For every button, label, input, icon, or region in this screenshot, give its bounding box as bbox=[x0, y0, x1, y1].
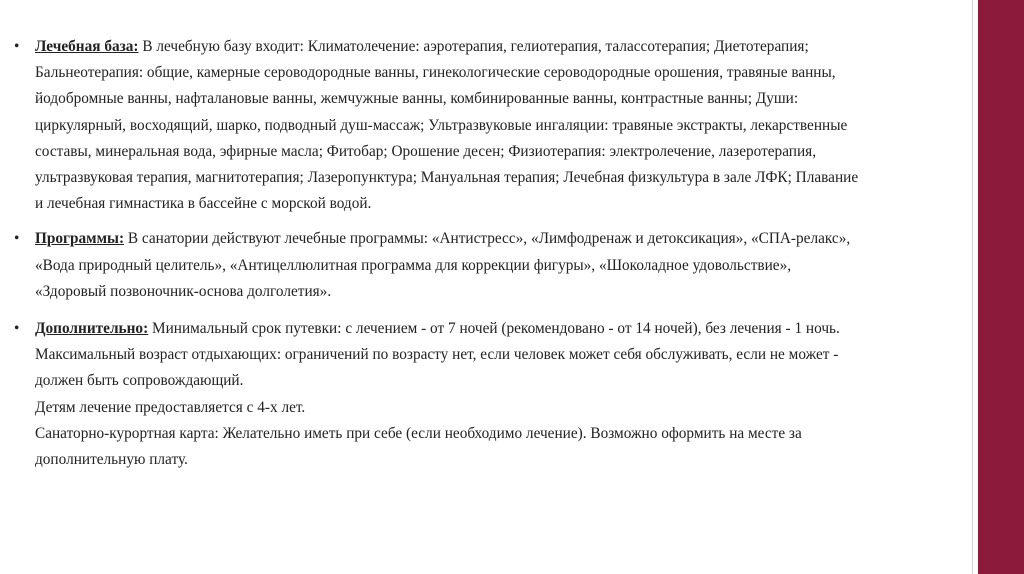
text-line: ультразвуковая терапия, магнитотерапия; Лазеропунктура; Мануальная терапия; Лечебная физкультура в зале ЛФК; Плавание bbox=[35, 169, 859, 187]
bullet-icon: • bbox=[14, 38, 20, 55]
text-run: Минимальный срок путевки: с лечением - от 7 ночей (рекомендовано - от 14 ночей), без лечения - 1 ночь. bbox=[148, 320, 840, 338]
document-body bbox=[14, 34, 962, 482]
text-line bbox=[35, 226, 962, 252]
text-line: циркулярный, восходящий, шарко, подводный душ-массаж; Ультразвуковые ингаляции: травяные экстракты, лекарственные bbox=[35, 116, 848, 134]
text-line: дополнительную плату. bbox=[35, 451, 188, 469]
text-line bbox=[35, 316, 962, 342]
section-additional bbox=[14, 316, 962, 473]
section-heading: Лечебная база: bbox=[35, 38, 139, 55]
text-line bbox=[35, 34, 962, 60]
bullet-icon: • bbox=[14, 320, 20, 338]
text-line: Максимальный возраст отдыхающих: ограничений по возрасту нет, если человек может себя обслуживать, если не может - bbox=[35, 346, 839, 364]
accent-bar bbox=[978, 0, 1024, 574]
bullet-icon: • bbox=[14, 230, 20, 248]
section-treatment-base bbox=[14, 34, 962, 217]
text-line: Детям лечение предоставляется с 4-х лет. bbox=[35, 398, 306, 416]
text-line: йодобромные ванны, нафталановые ванны, жемчужные ванны, комбинированные ванны, контрастные ванны; Души: bbox=[35, 90, 799, 108]
text-line: должен быть сопровождающий. bbox=[35, 372, 244, 390]
text-line: Санаторно-курортная карта: Желательно иметь при себе (если необходимо лечение). Возможно оформить на месте за bbox=[35, 424, 802, 442]
text-line: Бальнеотерапия: общие, камерные сероводородные ванны, гинекологические сероводородные орошения, травяные ванны, bbox=[35, 64, 836, 82]
section-heading: Программы: bbox=[35, 230, 125, 248]
text-line: «Вода природный целитель», «Антицеллюлитная программа для коррекции фигуры», «Шоколадное удовольствие», bbox=[35, 256, 792, 274]
text-run: В лечебную базу входит: Климатолечение: аэротерапия, гелиотерапия, талассотерапия; Диетотерапия; bbox=[138, 38, 809, 55]
page-divider bbox=[972, 0, 973, 574]
text-line: составы, минеральная вода, эфирные масла; Фитобар; Орошение десен; Физиотерапия: электролечение, лазеротерапия, bbox=[35, 142, 817, 160]
text-line: «Здоровый позвоночник-основа долголетия». bbox=[35, 282, 332, 300]
text-run: В санатории действуют лечебные программы: «Антистресс», «Лимфодренаж и детоксикация», «СПА-релакс», bbox=[124, 230, 851, 248]
section-programs bbox=[14, 226, 962, 305]
text-line: и лечебная гимнастика в бассейне с морской водой. bbox=[35, 195, 372, 213]
section-heading: Дополнительно: bbox=[35, 320, 149, 338]
